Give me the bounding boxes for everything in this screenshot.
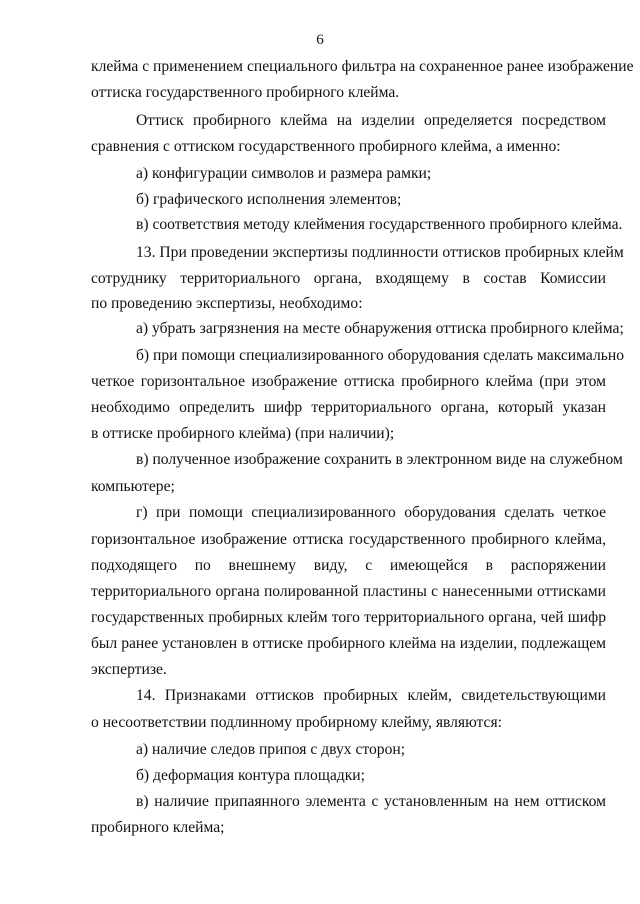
- text-line: 14. Признаками оттисков пробирных клейм, свидетельствующими: [136, 687, 606, 704]
- list-item: б) деформация контура площадки;: [136, 767, 365, 784]
- text-line: необходимо определить шифр территориального органа, который указан: [91, 399, 606, 416]
- text-line: в оттиске пробирного клейма) (при наличии);: [91, 425, 395, 442]
- text-line: сравнения с оттиском государственного пробирного клейма, а именно:: [91, 138, 561, 155]
- list-item: а) наличие следов припоя с двух сторон;: [136, 741, 406, 758]
- list-item: в) полученное изображение сохранить в электронном виде на служебном: [136, 451, 623, 468]
- text-line: сотруднику территориального органа, входящему в состав Комиссии: [91, 270, 606, 287]
- text-line: подходящего по внешнему виду, с имеющейся в распоряжении: [91, 557, 606, 574]
- text-line: экспертизе.: [91, 661, 167, 678]
- list-item: а) убрать загрязнения на месте обнаружения оттиска пробирного клейма;: [136, 320, 624, 337]
- list-item: г) при помощи специализированного оборудования сделать четкое: [136, 504, 606, 521]
- list-item: б) при помощи специализированного оборудования сделать максимально: [136, 347, 624, 364]
- text-line: Оттиск пробирного клейма на изделии определяется посредством: [136, 112, 606, 129]
- text-line: оттиска государственного пробирного клейма.: [91, 84, 400, 101]
- list-item: а) конфигурации символов и размера рамки;: [136, 165, 432, 182]
- text-line: клейма с применением специального фильтра на сохраненное ранее изображение: [91, 58, 634, 75]
- text-line: компьютере;: [91, 478, 175, 495]
- list-item: в) соответствия методу клеймения государственного пробирного клейма.: [136, 216, 623, 233]
- page-number: 6: [316, 32, 324, 48]
- text-line: территориального органа полированной пластины с нанесенными оттисками: [91, 583, 606, 600]
- text-line: четкое горизонтальное изображение оттиска пробирного клейма (при этом: [91, 373, 606, 390]
- text-line: горизонтальное изображение оттиска государственного пробирного клейма,: [91, 531, 606, 548]
- text-line: 13. При проведении экспертизы подлинности оттисков пробирных клейм: [136, 244, 624, 261]
- list-item: б) графического исполнения элементов;: [136, 191, 402, 208]
- text-line: был ранее установлен в оттиске пробирного клейма на изделии, подлежащем: [91, 635, 606, 652]
- text-line: пробирного клейма;: [91, 819, 225, 836]
- text-line: по проведению экспертизы, необходимо:: [91, 295, 363, 312]
- text-line: государственных пробирных клейм того территориального органа, чей шифр: [91, 609, 606, 626]
- text-line: о несоответствии подлинному пробирному клейму, являются:: [91, 714, 502, 731]
- list-item: в) наличие припаянного элемента с установленным на нем оттиском: [136, 793, 606, 810]
